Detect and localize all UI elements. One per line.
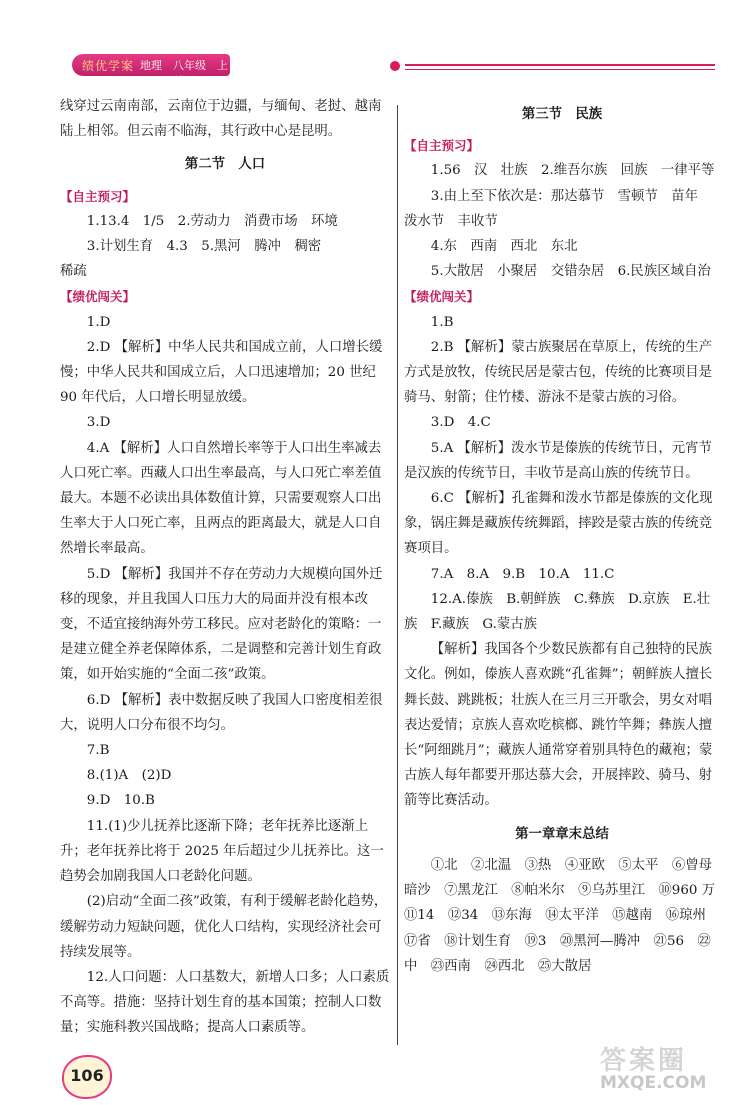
answer-paragraph: 5.大散居 小聚居 交错杂居 6.民族区域自治 [430,264,711,280]
answer-paragraph: ①北 ②北温 ③热 ④亚欧 ⑤太平 ⑥曾母暗沙 ⑦黑龙江 ⑧帕米尔 ⑨乌苏里江 ⑩960 万 ⑪14 ⑫34 ⑬东海 ⑭太平洋 ⑮越南 ⑯琼州 ⑰省 ⑱计划生育 ⑲3 ⑳黑河—腾冲 ㉑56 ㉒中 ㉓西南 ㉔西北 ㉕大散居 [404,857,729,974]
answer-paragraph: 【解析】我国各个少数民族都有自己独特的民族文化。例如，傣族人喜欢跳“孔雀舞”；朝鲜族人擅长舞长鼓、跳跳板；壮族人在三月三开歌会，男女对唱表达爱情；京族人喜欢吃槟榔、跳竹竿舞；彝族人擅长“阿细跳月”；藏族人通常穿着别具特色的藏袍；蒙古族人每年都要开那达慕大会，开展摔跤、骑马、射箭等比赛活动。 [404,642,713,809]
answer-paragraph: 3.由上至下依次是：那达慕节 雪顿节 苗年 泼水节 丰收节 [404,188,712,229]
section-tag: 【绩优闯关】 [60,289,136,305]
brand-label: 绩优学案 [82,59,135,73]
answer-paragraph: 1.56 汉 壮族 2.维吾尔族 回族 一律平等 [430,163,715,179]
answer-paragraph: 2.B 【解析】蒙古族聚居在草原上，传统的生产方式是放牧，传统民居是蒙古包，传统的比赛项目是骑马、射箭；住竹楼、游泳不是蒙古族的习俗。 [404,339,713,406]
section-title: 第一章章末总结 [515,825,609,842]
watermark-line1: 答案圈 [600,1046,688,1076]
brand-tab [72,54,230,88]
right-column [404,94,729,979]
subject-line: 地理 八年级 上册 人教版 [140,59,228,88]
section-title: 第二节 人口 [184,156,266,173]
answer-paragraph: 5.D 【解析】我国并不存在劳动力大规模向国外迁移的现象，并且我国人口压力大的局面并没有根本改变，不适宜接纳海外劳工移民。应对老龄化的策略：一是建立健全养老保障体系，二是调整和完善计划生育政策，如开始实施的“全面二孩”政策。 [60,566,383,683]
section-tag: 【绩优闯关】 [404,289,480,305]
header-dot [390,61,400,71]
header-rule-thin [405,69,715,70]
page-number-badge [62,1055,108,1095]
answer-paragraph: 3.D 4.C [430,415,491,431]
section-title: 第三节 民族 [521,106,603,122]
answer-paragraph: 线穿过云南南部，云南位于边疆，与缅甸、老挝、越南陆上相邻。但云南不临海，其行政中心是昆明。 [60,99,382,140]
answer-paragraph: 3.计划生育 4.3 5.黑河 腾冲 稠密 [86,239,322,255]
header-rule [405,64,715,66]
answer-paragraph: 9.D 10.B [86,793,155,809]
answer-paragraph: 12.人口问题：人口基数大，新增人口多；人口素质不高等。措施：坚持计划生育的基本国策；控制人口数量；实施科教兴国战略；提高人口素质等。 [60,969,390,1036]
answer-paragraph: 4.A 【解析】人口自然增长率等于人口出生率减去人口死亡率。西藏人口出生率最高，与人口死亡率差值最大。本题不必读出具体数值计算，只需要观察人口出生率大于人口死亡率，且两点的距离最大，就是人口自然增长率最高。 [60,440,382,557]
answer-paragraph: 1.B [430,314,454,330]
page-header [60,52,715,88]
left-column [60,94,390,1041]
answer-paragraph: 7.A 8.A 9.B 10.A 11.C [430,566,615,582]
watermark [600,1040,740,1100]
answer-paragraph: 6.C 【解析】孔雀舞和泼水节都是傣族的文化现象，锅庄舞是藏族传统舞蹈，摔跤是蒙古族的传统竞赛项目。 [404,491,713,557]
answer-paragraph: (2)启动“全面二孩”政策，有利于缓解老龄化趋势，缓解劳动力短缺问题，优化人口结构，实现经济社会可持续发展等。 [60,894,388,960]
answer-paragraph: 4.东 西南 西北 东北 [430,239,578,255]
page-number: 106 [70,1066,104,1085]
answer-paragraph: 1.D [86,314,111,330]
answer-paragraph: 6.D 【解析】表中数据反映了我国人口密度相差很大，说明人口分布很不均匀。 [60,692,383,733]
answer-paragraph: 11.(1)少儿抚养比逐渐下降；老年抚养比逐渐上升；老年抚养比将于 2025 年后超过少儿抚养比。这一趋势会加剧我国人口老龄化问题。 [60,818,384,885]
answer-paragraph: 12.A.傣族 B.朝鲜族 C.彝族 D.京族 E.壮族 F.藏族 G.蒙古族 [404,591,711,633]
answer-paragraph: 7.B [86,743,110,759]
answer-paragraph: 1.13.4 1/5 2.劳动力 消费市场 环境 [86,213,338,229]
answer-paragraph: 3.D [86,415,111,431]
section-tag: 【自主预习】 [404,138,480,154]
section-tag: 【自主预习】 [60,188,136,204]
watermark-line2: MXQE.COM [600,1073,707,1093]
answer-paragraph: 5.A 【解析】泼水节是傣族的传统节日，元宵节是汉族的传统节日，丰收节是高山族的传统节日。 [404,440,712,481]
answer-paragraph: 稀疏 [60,264,87,280]
answer-paragraph: 2.D 【解析】中华人民共和国成立前，人口增长缓慢；中华人民共和国成立后，人口迅速增加；20 世纪 90 年代后，人口增长明显放缓。 [60,339,383,406]
answer-paragraph: 8.(1)A (2)D [86,768,172,784]
column-divider [397,105,398,1045]
